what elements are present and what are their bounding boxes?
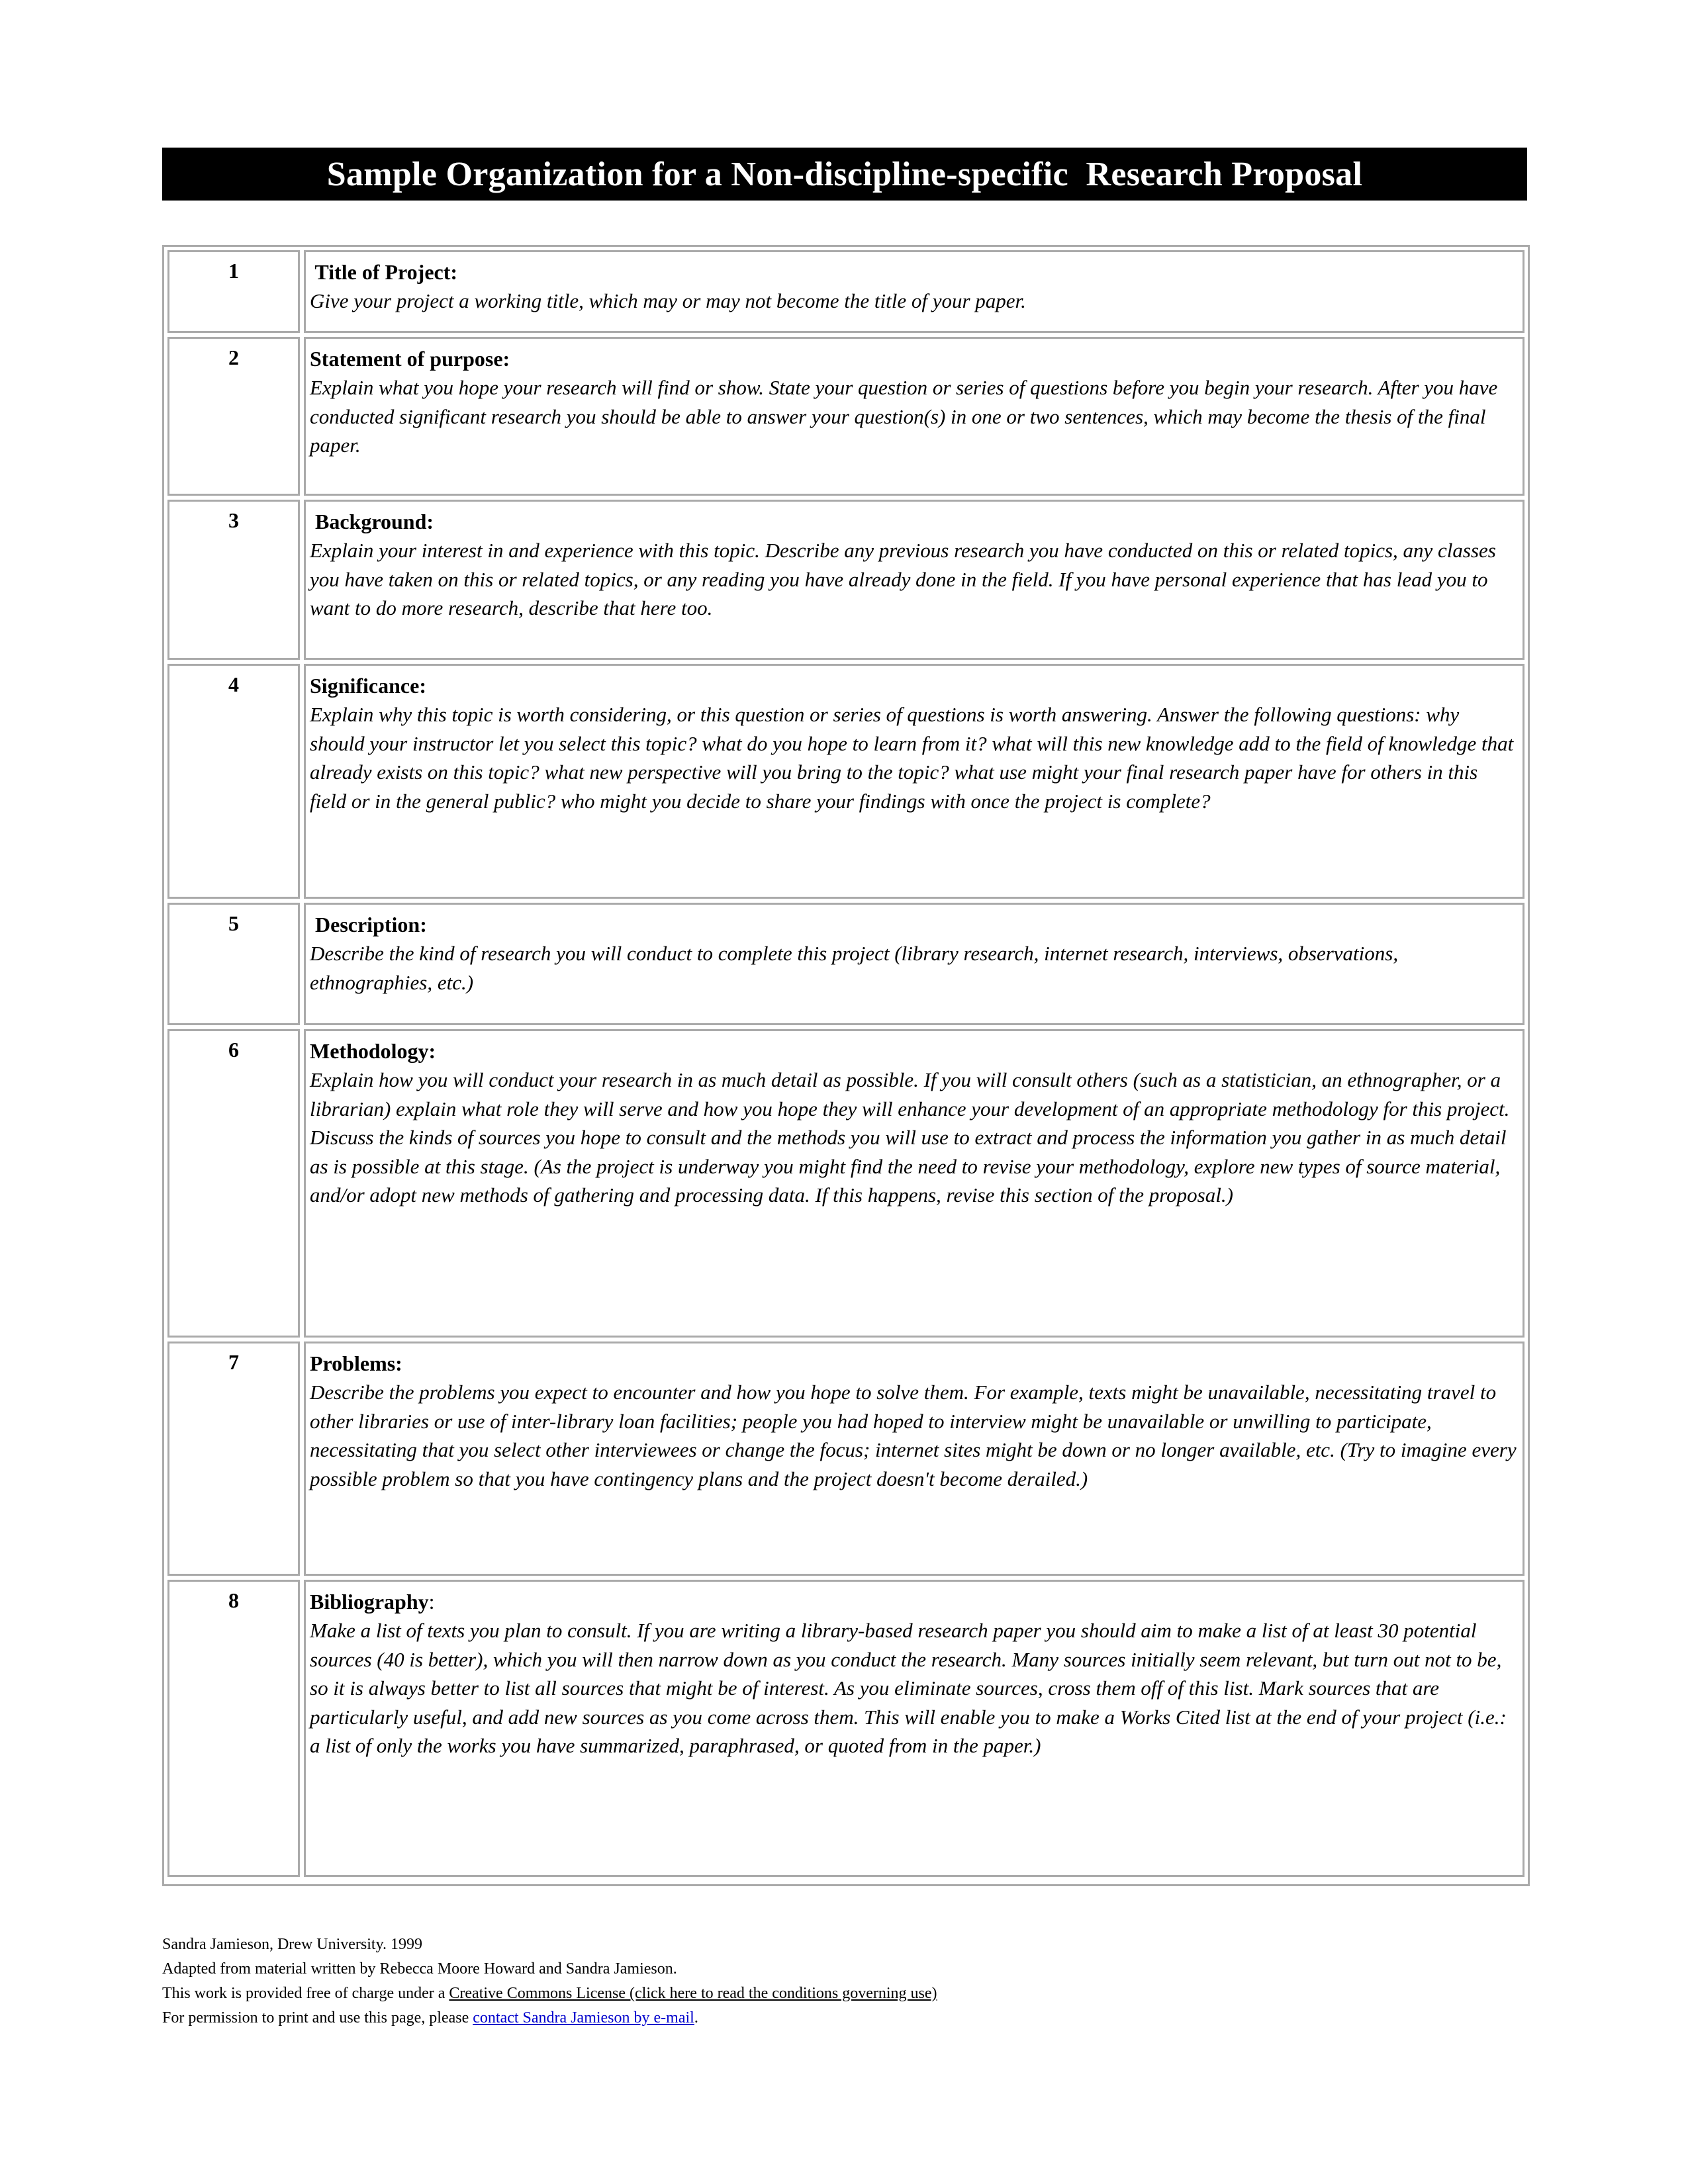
section-number: 8 bbox=[167, 1580, 300, 1877]
footer-author: Sandra Jamieson, Drew University. 1999 bbox=[162, 1936, 423, 1953]
footer-license-prefix: This work is provided free of charge under a bbox=[162, 1985, 449, 2002]
contact-email-link[interactable]: contact Sandra Jamieson by e-mail bbox=[473, 2009, 694, 2026]
section-content bbox=[304, 664, 1524, 899]
section-content bbox=[304, 500, 1524, 660]
bibliography-heading-colon: : bbox=[428, 1590, 435, 1614]
section-content bbox=[304, 903, 1524, 1025]
section-description: Describe the problems you expect to encounter and how you hope to solve them. For example, texts might be unavailable, necessitating travel to other libraries or use of inter-library loan facilities; people you had hoped to interview might be unavailable or unwilling to participate, necessitating that you select other interviewees or change the focus; internet sites might be down or no longer available, etc. (Try to imagine every possible problem so that you have contingency plans and the project doesn't become derailed.) bbox=[310, 1381, 1517, 1490]
section-number: 3 bbox=[167, 500, 300, 660]
section-content bbox=[304, 337, 1524, 496]
section-description: Make a list of texts you plan to consult. If you are writing a library-based research paper you should aim to make a list of at least 30 potential sources (40 is better), which you will then narrow down as you conduct the research. Many sources initially seem relevant, but turn out not to be, so it is always better to list all sources that might be of interest. As you eliminate sources, cross them off of this list. Mark sources that are particularly useful, and add new sources as you come across them. This will enable you to make a Works Cited list at the end of your project (i.e.: a list of only the works you have summarized, paraphrased, or quoted from in the paper.) bbox=[310, 1619, 1507, 1757]
section-heading: Description: bbox=[310, 913, 427, 936]
title-bar bbox=[162, 148, 1527, 201]
section-heading: Problems: bbox=[310, 1351, 402, 1375]
footer-permission-prefix: For permission to print and use this page, please bbox=[162, 2009, 473, 2026]
section-content bbox=[304, 250, 1524, 333]
section-heading: Title of Project: bbox=[310, 260, 458, 284]
creative-commons-link[interactable]: Creative Commons License (click here to read the conditions governing use) bbox=[449, 1985, 937, 2002]
section-description: Explain your interest in and experience with this topic. Describe any previous research you have conducted on this or related topics, any classes you have taken on this or related topics, or any reading you have already done in the field. If you have personal experience that has lead you to want to do more research, describe that here too. bbox=[310, 539, 1496, 619]
section-heading: Methodology: bbox=[310, 1039, 436, 1063]
table-row bbox=[167, 903, 1524, 1025]
section-heading: Statement of purpose: bbox=[310, 347, 510, 371]
section-heading: Background: bbox=[310, 510, 434, 533]
bibliography-heading: Bibliography bbox=[310, 1590, 429, 1614]
footer-permission-suffix: . bbox=[694, 2009, 698, 2026]
table-row bbox=[167, 250, 1524, 333]
table-row bbox=[167, 664, 1524, 899]
section-description: Explain why this topic is worth considering, or this question or series of questions is worth answering. Answer the following questions: why should your instructor let you select this topic? what do you hope to learn from it? what will this new knowledge add to the field of knowledge that already exists on this topic? what new perspective will you bring to the topic? what use might your final research paper have for others in this field or in the general public? who might you decide to share your findings with once the project is complete? bbox=[310, 703, 1514, 813]
section-number: 6 bbox=[167, 1029, 300, 1338]
table-row bbox=[167, 500, 1524, 660]
section-number: 1 bbox=[167, 250, 300, 333]
section-content bbox=[304, 1342, 1524, 1576]
section-number: 7 bbox=[167, 1342, 300, 1576]
section-number: 2 bbox=[167, 337, 300, 496]
footer-adapted: Adapted from material written by Rebecca Moore Howard and Sandra Jamieson. bbox=[162, 1960, 677, 1978]
section-heading: Significance: bbox=[310, 674, 426, 698]
page-title: Sample Organization for a Non-discipline-specific Research Proposal bbox=[326, 155, 1363, 193]
section-number: 5 bbox=[167, 903, 300, 1025]
table-row bbox=[167, 1342, 1524, 1576]
section-description: Explain how you will conduct your research in as much detail as possible. If you will consult others (such as a statistician, an ethnographer, or a librarian) explain what role they will serve and how you hope they will enhance your development of an appropriate methodology for this project. Discuss the kinds of sources you hope to consult and the methods you will use to extract and process the information you gather in as much detail as is possible at this stage. (As the project is underway you might find the need to revise your methodology, explore new types of source material, and/or adopt new methods of gathering and processing data. If this happens, revise this section of the proposal.) bbox=[310, 1068, 1510, 1206]
section-description: Describe the kind of research you will conduct to complete this project (library research, internet research, interviews, observations, ethnographies, etc.) bbox=[310, 942, 1399, 994]
section-heading bbox=[310, 1587, 1519, 1616]
section-description: Explain what you hope your research will find or show. State your question or series of questions before you begin your research. After you have conducted significant research you should be able to answer your question(s) in one or two sentences, which may become the thesis of the final paper. bbox=[310, 376, 1498, 457]
table-row bbox=[167, 337, 1524, 496]
section-description: Give your project a working title, which may or may not become the title of your paper. bbox=[310, 289, 1026, 312]
table-row bbox=[167, 1580, 1524, 1877]
section-content bbox=[304, 1029, 1524, 1338]
footer-license bbox=[162, 1981, 937, 2006]
footer bbox=[162, 1933, 937, 2030]
proposal-outline-table bbox=[162, 245, 1530, 1886]
footer-permission bbox=[162, 2006, 937, 2030]
section-content bbox=[304, 1580, 1524, 1877]
table-row bbox=[167, 1029, 1524, 1338]
section-number: 4 bbox=[167, 664, 300, 899]
